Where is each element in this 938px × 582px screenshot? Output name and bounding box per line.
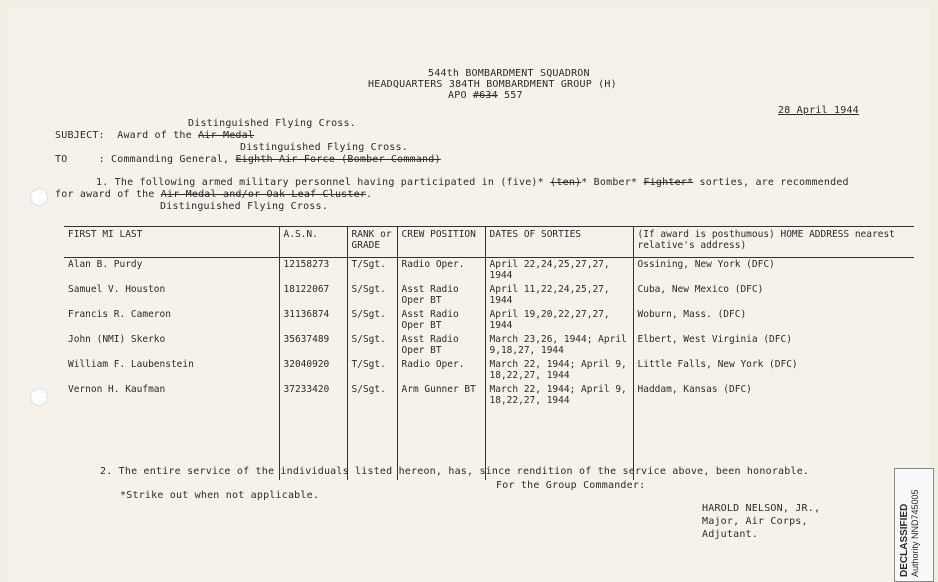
cell-rank: S/Sgt. [347, 383, 397, 408]
cell-dates: April 19,20,22,27,27, 1944 [485, 308, 633, 333]
cell-crew: Radio Oper. [397, 358, 485, 383]
cell-address: Cuba, New Mexico (DFC) [637, 284, 764, 295]
signer-name: HAROLD NELSON, JR., [702, 503, 821, 514]
cell-rank: T/Sgt. [347, 258, 397, 284]
col-header-address: (If award is posthumous) HOME ADDRESS nearest relative's address) [633, 227, 914, 258]
footnote: *Strike out when not applicable. [120, 490, 320, 501]
cell-name: William F. Laubenstein [64, 358, 279, 383]
cell-dates: April 11,22,24,25,27, 1944 [485, 283, 633, 308]
cell-crew: Asst Radio Oper BT [397, 283, 485, 308]
cell-address: Haddam, Kansas (DFC) [637, 384, 752, 395]
subject-line: SUBJECT: Award of the Air Medal [55, 130, 255, 141]
cell-address: Ossining, New York (DFC) [637, 259, 775, 270]
table-row [64, 258, 914, 284]
cell-address: Elbert, West Virginia (DFC) [637, 334, 792, 345]
para1-line2: for award of the Air Medal and/or Oak Leaf Cluster. [55, 189, 373, 200]
cell-asn: 32040920 [279, 358, 347, 383]
cell-asn: 31136874 [279, 308, 347, 333]
punch-hole [30, 388, 48, 406]
table-row [64, 383, 914, 408]
declassified-label: DECLASSIFIED [899, 503, 910, 577]
cell-crew: Asst Radio Oper BT [397, 308, 485, 333]
cell-address: Woburn, Mass. (DFC) [637, 309, 747, 320]
cell-asn: 37233420 [279, 383, 347, 408]
document-page [8, 8, 930, 582]
table-header-row [64, 227, 914, 258]
para2: 2. The entire service of the individuals listed hereon, has, since rendition of the service above, been honorable. [100, 466, 810, 477]
col-header-asn: A.S.N. [279, 227, 347, 258]
signer-title: Adjutant. [702, 529, 758, 540]
hq-heading: HEADQUARTERS 384TH BOMBARDMENT GROUP (H) [368, 79, 617, 90]
declassified-stamp [894, 468, 934, 582]
table-row [64, 308, 914, 333]
personnel-table [64, 226, 914, 480]
cell-crew: Radio Oper. [397, 258, 485, 284]
cell-name: Francis R. Cameron [64, 308, 279, 333]
cell-asn: 12158273 [279, 258, 347, 284]
cell-dates: March 23,26, 1944; April 9,18,27, 1944 [485, 333, 633, 358]
cell-dates: March 22, 1944; April 9, 18,22,27, 1944 [485, 358, 633, 383]
col-header-name: FIRST MI LAST [64, 227, 279, 258]
para1-line1: 1. The following armed military personnel having participated in (five)* (ten)* Bomber* Fighter* sorties, are recommended [96, 177, 849, 188]
table-row [64, 333, 914, 358]
apo-line: APO #634 557 [448, 90, 523, 101]
cell-rank: S/Sgt. [347, 333, 397, 358]
punch-hole [30, 188, 48, 206]
cell-asn: 35637489 [279, 333, 347, 358]
cell-rank: S/Sgt. [347, 283, 397, 308]
cell-asn: 18122067 [279, 283, 347, 308]
cell-name: Vernon H. Kaufman [64, 383, 279, 408]
table-row [64, 283, 914, 308]
col-header-dates: DATES OF SORTIES [485, 227, 633, 258]
squadron-heading: 544th BOMBARDMENT SQUADRON [428, 68, 590, 79]
to-insert: Distinguished Flying Cross. [240, 142, 408, 153]
para1-insert: Distinguished Flying Cross. [160, 201, 328, 212]
cell-crew: Arm Gunner BT [397, 383, 485, 408]
cell-address: Little Falls, New York (DFC) [637, 359, 798, 370]
cell-dates: March 22, 1944; April 9, 18,22,27, 1944 [485, 383, 633, 408]
cell-dates: April 22,24,25,27,27, 1944 [485, 258, 633, 284]
authority-label: Authority NND745005 [910, 489, 920, 577]
cell-name: Samuel V. Houston [64, 283, 279, 308]
col-header-rank: RANK or GRADE [347, 227, 397, 258]
cell-rank: S/Sgt. [347, 308, 397, 333]
document-date: 28 April 1944 [778, 105, 859, 116]
table-row [64, 358, 914, 383]
signer-rank: Major, Air Corps, [702, 516, 808, 527]
cell-rank: T/Sgt. [347, 358, 397, 383]
col-header-crew: CREW POSITION [397, 227, 485, 258]
subject-insert: Distinguished Flying Cross. [188, 118, 356, 129]
cell-name: Alan B. Purdy [64, 258, 279, 284]
to-line: TO : Commanding General, Eighth Air Force (Bomber Command) [55, 154, 441, 165]
cell-name: John (NMI) Skerko [64, 333, 279, 358]
signature-for-line: For the Group Commander: [496, 480, 646, 491]
cell-crew: Asst Radio Oper BT [397, 333, 485, 358]
